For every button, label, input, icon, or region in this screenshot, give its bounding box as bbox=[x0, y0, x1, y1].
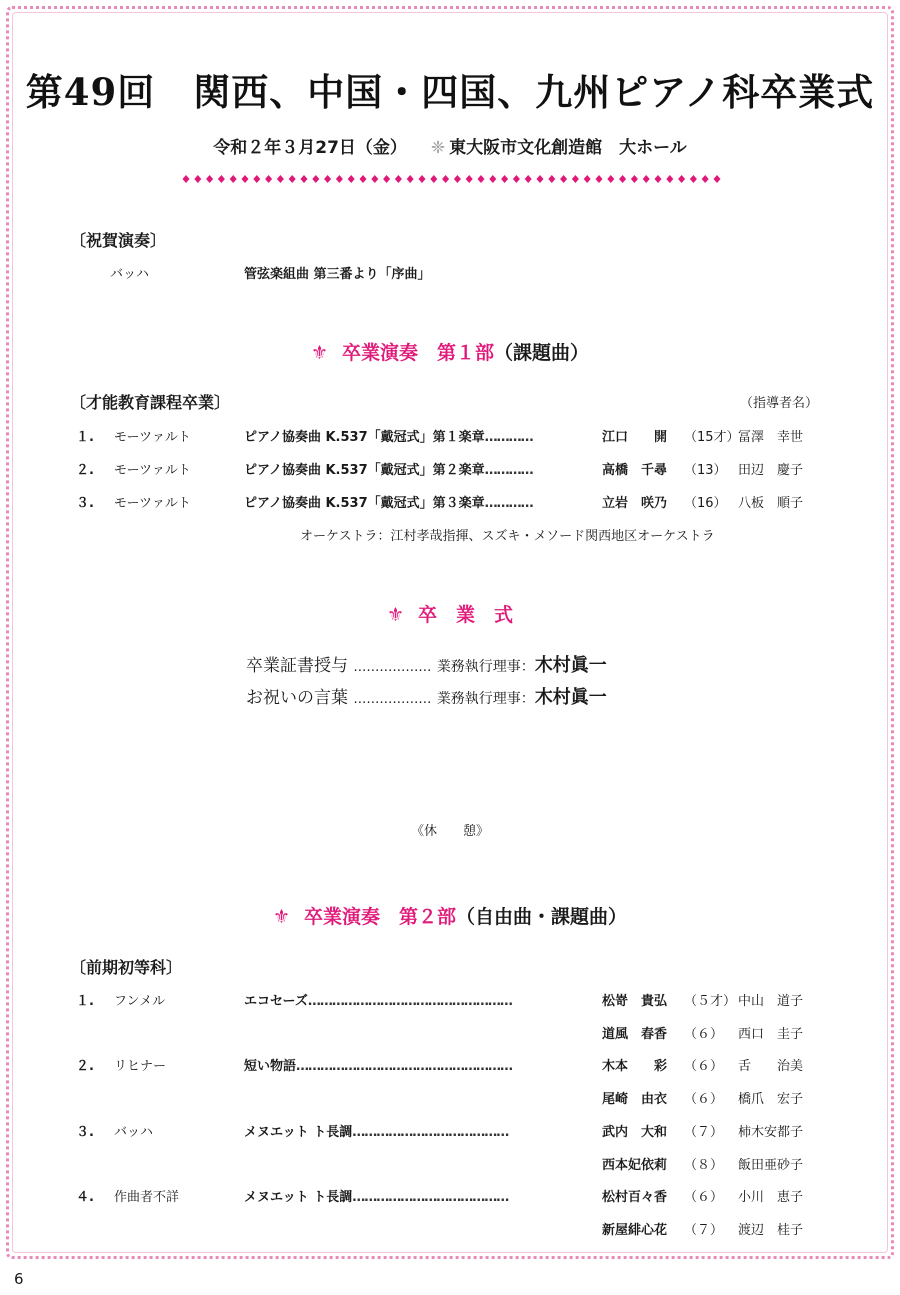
title-divider bbox=[180, 174, 728, 184]
event-date-venue bbox=[0, 133, 900, 158]
divider-ornament bbox=[194, 175, 201, 183]
performer-name: 新屋緋心花 bbox=[602, 1222, 668, 1238]
piece-title-text: メヌエット ト長調 bbox=[244, 1190, 353, 1206]
divider-ornament bbox=[631, 175, 638, 183]
performer-name: 立岩 咲乃 bbox=[602, 496, 668, 511]
venue-ornament-icon: ❈ bbox=[430, 138, 446, 158]
divider-ornament bbox=[419, 175, 426, 183]
divider-ornament bbox=[430, 175, 437, 183]
piece-title bbox=[244, 1186, 508, 1205]
page-number: 6 bbox=[14, 1270, 24, 1288]
divider-ornament bbox=[655, 175, 662, 183]
composer-name: リヒナー bbox=[114, 1059, 167, 1075]
page-title: 第49回 関西、中国・四国、九州ピアノ科卒業式 bbox=[25, 70, 875, 114]
divider-ornament bbox=[324, 175, 331, 183]
congratulatory-piece: 管弦楽組曲 第三番より「序曲」 bbox=[244, 267, 431, 282]
divider-ornament bbox=[253, 175, 260, 183]
part2-heading: ⚜ 卒業演奏 第２部（自由曲・課題曲） bbox=[272, 906, 628, 928]
event-venue: 東大阪市文化創造館 大ホール bbox=[449, 138, 687, 158]
performer-age: （７） bbox=[684, 1222, 724, 1238]
teacher-name: 橋爪 宏子 bbox=[738, 1092, 804, 1108]
program-row bbox=[76, 1023, 826, 1043]
piece-title bbox=[244, 492, 533, 511]
row-number: ３. bbox=[76, 1124, 94, 1140]
divider-ornament bbox=[596, 175, 603, 183]
event-date: 令和２年３月27日（金） bbox=[213, 138, 407, 158]
program-row bbox=[76, 1219, 826, 1239]
divider-ornament bbox=[242, 175, 249, 183]
divider-ornament bbox=[666, 175, 673, 183]
divider-ornament bbox=[702, 175, 709, 183]
piece-title-text: ピアノ協奏曲 K.537「戴冠式」第３楽章 bbox=[244, 496, 485, 511]
divider-ornament bbox=[230, 175, 237, 183]
row-number: ２. bbox=[76, 463, 94, 478]
performer-age: （６） bbox=[684, 1190, 724, 1206]
fleur-de-lis-icon: ⚜ bbox=[386, 604, 405, 626]
performer-name: 高橋 千尋 bbox=[602, 463, 668, 478]
performer-name: 木本 彩 bbox=[602, 1059, 668, 1075]
teacher-name: 柿木安都子 bbox=[738, 1124, 804, 1140]
divider-ornament bbox=[643, 175, 650, 183]
divider-ornament bbox=[478, 175, 485, 183]
performer-age: （８） bbox=[684, 1157, 724, 1173]
program-row bbox=[76, 1088, 826, 1108]
performer-name: 西本妃依莉 bbox=[602, 1157, 668, 1173]
divider-ornament bbox=[454, 175, 461, 183]
composer-name: 作曲者不詳 bbox=[114, 1190, 180, 1206]
divider-ornament bbox=[525, 175, 532, 183]
row-number: １. bbox=[76, 994, 94, 1009]
part1-subheading: （課題曲） bbox=[494, 342, 590, 364]
leader-dots: ………………………………… bbox=[352, 1124, 509, 1140]
row-number: ３. bbox=[76, 496, 94, 511]
teacher-name: 舌 治美 bbox=[738, 1059, 804, 1075]
piece-title-text: 短い物語 bbox=[244, 1059, 297, 1075]
orchestra-credit: オーケストラ：江村孝哉指揮、スズキ・メソード関西地区オーケストラ bbox=[300, 529, 715, 544]
program-row bbox=[76, 426, 826, 446]
part2-category: 〔前期初等科〕 bbox=[70, 958, 183, 977]
program-row bbox=[76, 1055, 826, 1075]
performer-age: （６） bbox=[684, 1092, 724, 1108]
part1-heading: ⚜ 卒業演奏 第１部（課題曲） bbox=[310, 342, 590, 364]
divider-ornament bbox=[218, 175, 225, 183]
program-row bbox=[76, 1186, 826, 1206]
divider-ornament bbox=[348, 175, 355, 183]
performer-age: （15才） bbox=[684, 430, 740, 445]
performer-name: 松嵜 貴弘 bbox=[602, 994, 668, 1009]
performer-age: （５才） bbox=[684, 994, 737, 1009]
teacher-name: 西口 圭子 bbox=[738, 1026, 804, 1042]
program-row bbox=[76, 1154, 826, 1174]
performer-name: 武内 大和 bbox=[602, 1124, 668, 1140]
performer-name: 江口 開 bbox=[602, 430, 668, 445]
performer-name: 道風 春香 bbox=[602, 1026, 668, 1042]
part2-subheading: （自由曲・課題曲） bbox=[456, 906, 628, 928]
piece-title-text: メヌエット ト長調 bbox=[244, 1124, 353, 1140]
ceremony-item: お祝いの言葉 ……………… 業務執行理事：木村眞一 bbox=[246, 687, 607, 708]
divider-ornament bbox=[489, 175, 496, 183]
divider-ornament bbox=[678, 175, 685, 183]
performer-name: 尾崎 由衣 bbox=[602, 1092, 668, 1108]
composer-name: モーツァルト bbox=[114, 430, 191, 445]
composer-name: バッハ bbox=[114, 1124, 154, 1140]
ceremony-heading: ⚜ 卒 業 式 bbox=[386, 604, 514, 626]
teacher-name: 田辺 慶子 bbox=[738, 463, 804, 478]
divider-ornament bbox=[206, 175, 213, 183]
piece-title-text: ピアノ協奏曲 K.537「戴冠式」第２楽章 bbox=[244, 463, 485, 478]
divider-ornament bbox=[265, 175, 272, 183]
program-row bbox=[76, 1121, 826, 1141]
performer-age: （13） bbox=[684, 463, 727, 478]
piece-title bbox=[244, 426, 533, 445]
part1-category: 〔才能教育課程卒業〕 bbox=[70, 393, 231, 412]
leader-dots: ………… bbox=[484, 463, 533, 478]
divider-ornament bbox=[395, 175, 402, 183]
teacher-name: 小川 恵子 bbox=[738, 1190, 804, 1206]
intermission: 《休 憩》 bbox=[410, 824, 489, 839]
divider-ornament bbox=[383, 175, 390, 183]
divider-ornament bbox=[548, 175, 555, 183]
program-row bbox=[76, 492, 826, 512]
program-row bbox=[76, 459, 826, 479]
divider-ornament bbox=[371, 175, 378, 183]
teacher-name: 冨澤 幸世 bbox=[738, 430, 804, 445]
leader-dots: ……………………………………………… bbox=[296, 1059, 513, 1075]
piece-title bbox=[244, 459, 533, 478]
divider-ornament bbox=[619, 175, 626, 183]
congratulatory-composer: バッハ bbox=[110, 267, 150, 282]
row-number: ２. bbox=[76, 1059, 94, 1075]
leader-dots: ………… bbox=[484, 496, 533, 511]
divider-ornament bbox=[560, 175, 567, 183]
performer-name: 松村百々香 bbox=[602, 1190, 668, 1206]
divider-ornament bbox=[513, 175, 520, 183]
piece-title-text: ピアノ協奏曲 K.537「戴冠式」第１楽章 bbox=[244, 430, 485, 445]
divider-ornament bbox=[714, 175, 721, 183]
fleur-de-lis-icon: ⚜ bbox=[272, 906, 290, 928]
program-row bbox=[76, 990, 826, 1010]
teacher-name: 飯田亜砂子 bbox=[738, 1157, 804, 1173]
divider-ornament bbox=[690, 175, 697, 183]
divider-ornament bbox=[607, 175, 614, 183]
divider-ornament bbox=[277, 175, 284, 183]
performer-age: （６） bbox=[684, 1059, 724, 1075]
fleur-de-lis-icon: ⚜ bbox=[310, 342, 328, 364]
divider-ornament bbox=[442, 175, 449, 183]
piece-title bbox=[244, 990, 512, 1009]
leader-dots: …………………………………………… bbox=[307, 994, 512, 1009]
performer-age: （６） bbox=[684, 1026, 724, 1042]
leader-dots: ………… bbox=[484, 430, 533, 445]
divider-ornament bbox=[466, 175, 473, 183]
divider-ornament bbox=[537, 175, 544, 183]
piece-title-text: エコセーズ bbox=[244, 994, 308, 1009]
composer-name: モーツァルト bbox=[114, 463, 191, 478]
row-number: １. bbox=[76, 430, 94, 445]
ceremony-item: 卒業証書授与 ……………… 業務執行理事：木村眞一 bbox=[246, 655, 607, 676]
leader-dots: ………………………………… bbox=[352, 1190, 509, 1206]
divider-ornament bbox=[183, 175, 190, 183]
teacher-name: 渡辺 桂子 bbox=[738, 1222, 804, 1238]
divider-ornament bbox=[572, 175, 579, 183]
divider-ornament bbox=[336, 175, 343, 183]
composer-name: モーツァルト bbox=[114, 496, 191, 511]
composer-name: フンメル bbox=[114, 994, 166, 1009]
divider-ornament bbox=[584, 175, 591, 183]
piece-title bbox=[244, 1121, 508, 1140]
performer-age: （７） bbox=[684, 1124, 724, 1140]
performer-age: （16） bbox=[684, 496, 727, 511]
divider-ornament bbox=[312, 175, 319, 183]
divider-ornament bbox=[289, 175, 296, 183]
divider-ornament bbox=[360, 175, 367, 183]
teacher-name: 中山 道子 bbox=[738, 994, 804, 1009]
divider-ornament bbox=[501, 175, 508, 183]
teacher-label: （指導者名） bbox=[740, 396, 819, 411]
congratulatory-heading: 〔祝賀演奏〕 bbox=[70, 231, 167, 250]
divider-ornament bbox=[407, 175, 414, 183]
teacher-name: 八板 順子 bbox=[738, 496, 804, 511]
divider-ornament bbox=[301, 175, 308, 183]
row-number: ４. bbox=[76, 1190, 94, 1206]
piece-title bbox=[244, 1055, 512, 1074]
